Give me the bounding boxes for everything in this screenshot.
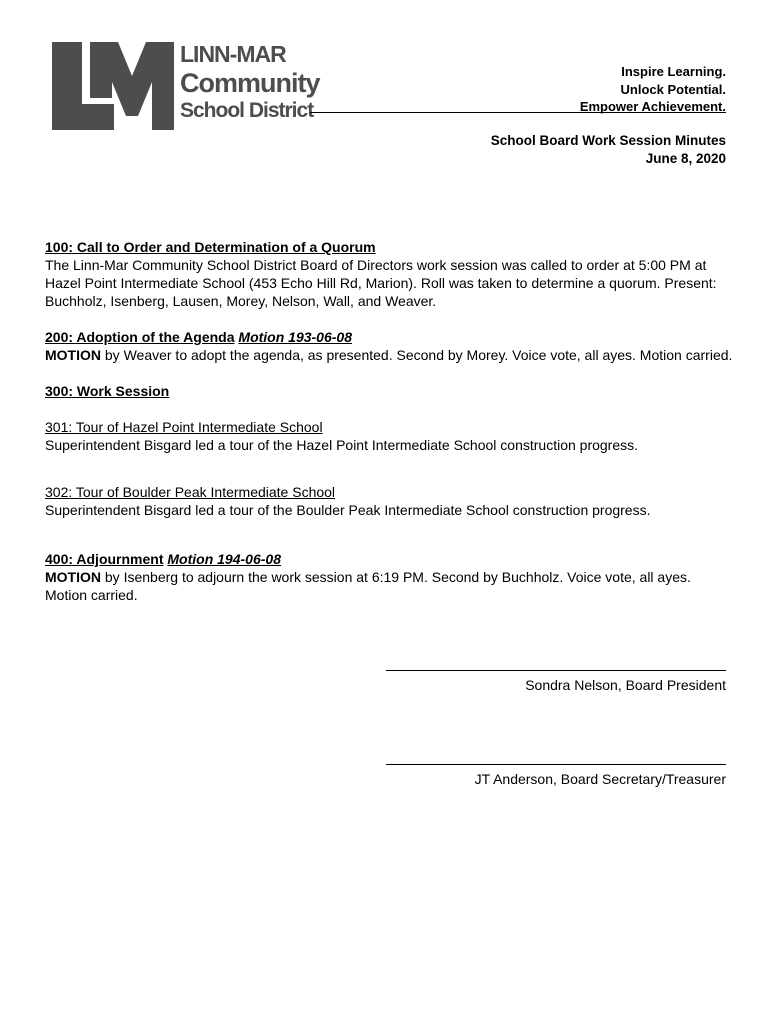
section-heading: 200: Adoption of the Agenda: [45, 329, 235, 345]
subsection-heading: 302: Tour of Boulder Peak Intermediate School: [45, 484, 336, 500]
tagline: [580, 63, 726, 116]
section-301: [45, 418, 735, 454]
document-title-block: [491, 132, 726, 168]
motion-label: MOTION: [45, 569, 101, 585]
tagline-line: Empower Achievement.: [579, 99, 726, 114]
subsection-heading: 301: Tour of Hazel Point Intermediate School: [45, 419, 323, 435]
signature-secretary: [386, 764, 726, 787]
tagline-line: Inspire Learning.: [621, 64, 726, 79]
district-logo: [52, 40, 320, 132]
section-text: Superintendent Bisgard led a tour of the Hazel Point Intermediate School construction progress.: [45, 437, 639, 453]
motion-label: MOTION: [45, 347, 101, 363]
section-text: by Isenberg to adjourn the work session at 6:19 PM. Second by Buchholz. Voice vote, all ayes. Motion carried.: [45, 569, 691, 603]
header-divider: [310, 112, 726, 113]
section-text: Superintendent Bisgard led a tour of the Boulder Peak Intermediate School construction progress.: [45, 502, 651, 518]
logo-line-1: LINN-MAR: [180, 41, 286, 67]
signature-name: Sondra Nelson, Board President: [525, 677, 726, 693]
section-302: [45, 483, 735, 519]
signature-line: [386, 670, 726, 671]
signature-president: [386, 670, 726, 693]
logo-line-3: School District: [180, 99, 314, 122]
section-text: by Weaver to adopt the agenda, as presented. Second by Morey. Voice vote, all ayes. Motion carried.: [101, 347, 733, 363]
section-400: [45, 550, 735, 604]
minutes-body: [45, 238, 735, 604]
section-100: [45, 238, 735, 310]
section-text: The Linn-Mar Community School District Board of Directors work session was called to order at 5:00 PM at Hazel Point Intermediate School (453 Echo Hill Rd, Marion). Roll was taken to determine a quorum. Present: Buchholz, Isenberg, Lausen, Morey, Nelson, Wall, and Weaver.: [45, 257, 717, 309]
logo-line-2: Community: [180, 68, 320, 98]
logo-wordmark: [180, 40, 320, 124]
document-title: School Board Work Session Minutes: [490, 133, 726, 148]
section-300: [45, 382, 735, 400]
lm-monogram-icon: [52, 42, 178, 130]
section-heading: 100: Call to Order and Determination of a Quorum: [45, 239, 376, 255]
tagline-line: Unlock Potential.: [620, 81, 726, 97]
motion-reference: Motion 194-06-08: [167, 551, 281, 567]
section-heading: 300: Work Session: [45, 383, 170, 399]
signature-name: JT Anderson, Board Secretary/Treasurer: [474, 771, 726, 787]
section-200: [45, 328, 735, 364]
motion-reference: Motion 193-06-08: [238, 329, 352, 345]
section-heading: 400: Adjournment: [45, 551, 164, 567]
document-date: June 8, 2020: [645, 151, 726, 166]
signature-line: [386, 764, 726, 765]
